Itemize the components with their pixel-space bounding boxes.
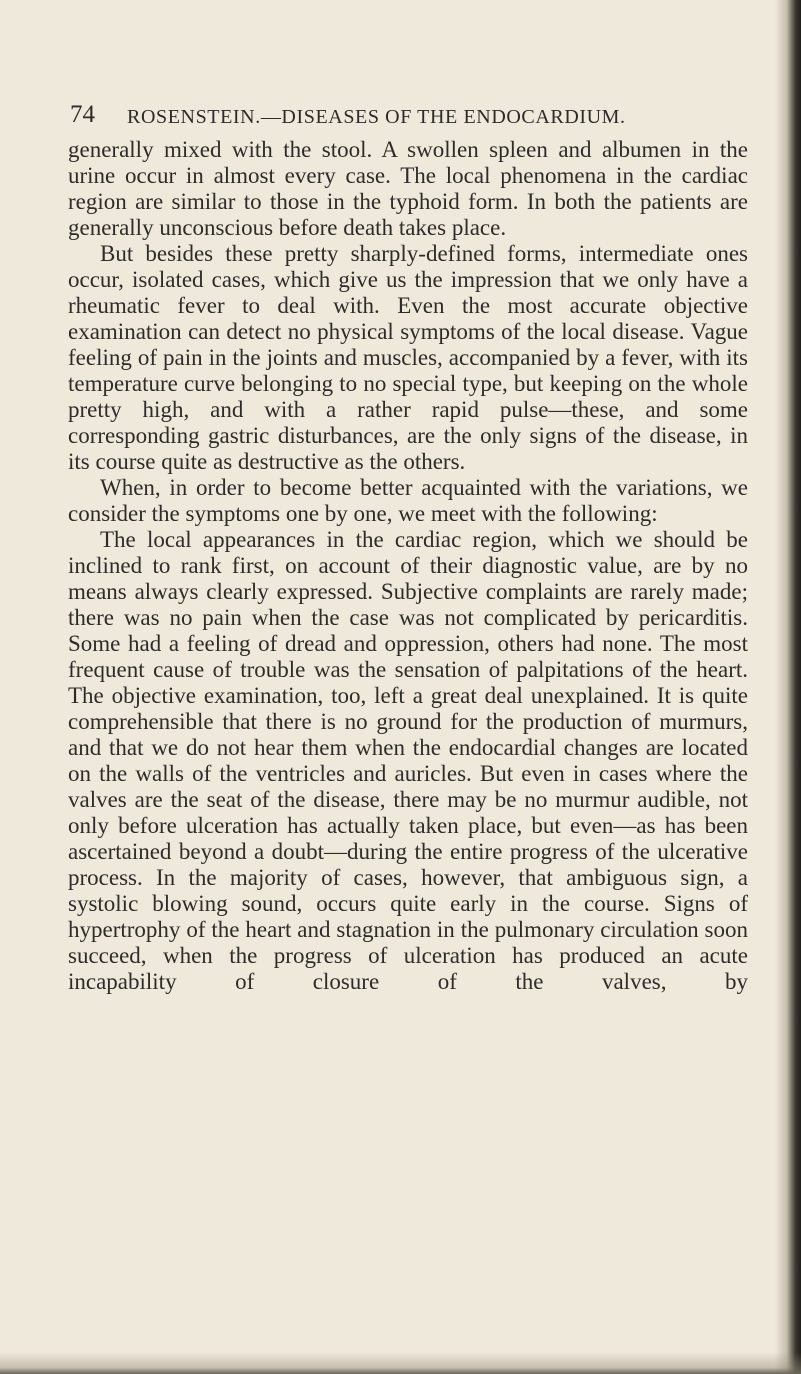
body-text <box>68 137 748 995</box>
running-head-title: ROSENSTEIN.—DISEASES OF THE ENDOCARDIUM. <box>127 106 626 128</box>
binding-shadow <box>775 0 801 1374</box>
paragraph: But besides these pretty sharply-defined forms, intermediate ones occur, isolated cases, which give us the impression that we only have a rheumatic fever to deal with. Even the most accurate objective examination can detect no physical symptoms of the local disease. Vague feeling of pain in the joints and muscles, accompanied by a fever, with its temperature curve belonging to no special type, but keeping on the whole pretty high, and with a rather rapid pulse—these, and some corresponding gastric disturbances, are the only signs of the disease, in its course quite as destructive as the others. <box>68 241 748 474</box>
paragraph: generally mixed with the stool. A swollen spleen and albumen in the urine occur in almost every case. The local phenomena in the cardiac region are similar to those in the typhoid form. In both the patients are generally unconscious before death takes place. <box>68 137 748 240</box>
paragraph: The local appearances in the cardiac region, which we should be inclined to rank first, on account of their diagnostic value, are by no means always clearly expressed. Subjective complaints are rarely made; there was no pain when the case was not complicated by pericarditis. Some had a feeling of dread and oppression, others had none. The most frequent cause of trouble was the sensation of palpitations of the heart. The objective examination, too, left a great deal unexplained. It is quite comprehensible that there is no ground for the production of murmurs, and that we do not hear them when the endocardial changes are located on the walls of the ventricles and auricles. But even in cases where the valves are the seat of the disease, there may be no murmur audible, not only before ulceration has actually taken place, but even—as has been ascertained beyond a doubt—during the entire progress of the ulcerative process. In the majority of cases, however, that ambiguous sign, a systolic blowing sound, occurs quite early in the course. Signs of hypertrophy of the heart and stagnation in the pulmonary circulation soon succeed, when the progress of ulceration has produced an acute incapability of closure of the valves, by <box>68 527 748 994</box>
page-bottom-edge <box>0 1352 801 1374</box>
paragraph: When, in order to become better acquainted with the variations, we consider the symptoms one by one, we meet with the following: <box>68 475 748 526</box>
page-number: 74 <box>70 101 95 128</box>
running-head <box>70 100 770 130</box>
